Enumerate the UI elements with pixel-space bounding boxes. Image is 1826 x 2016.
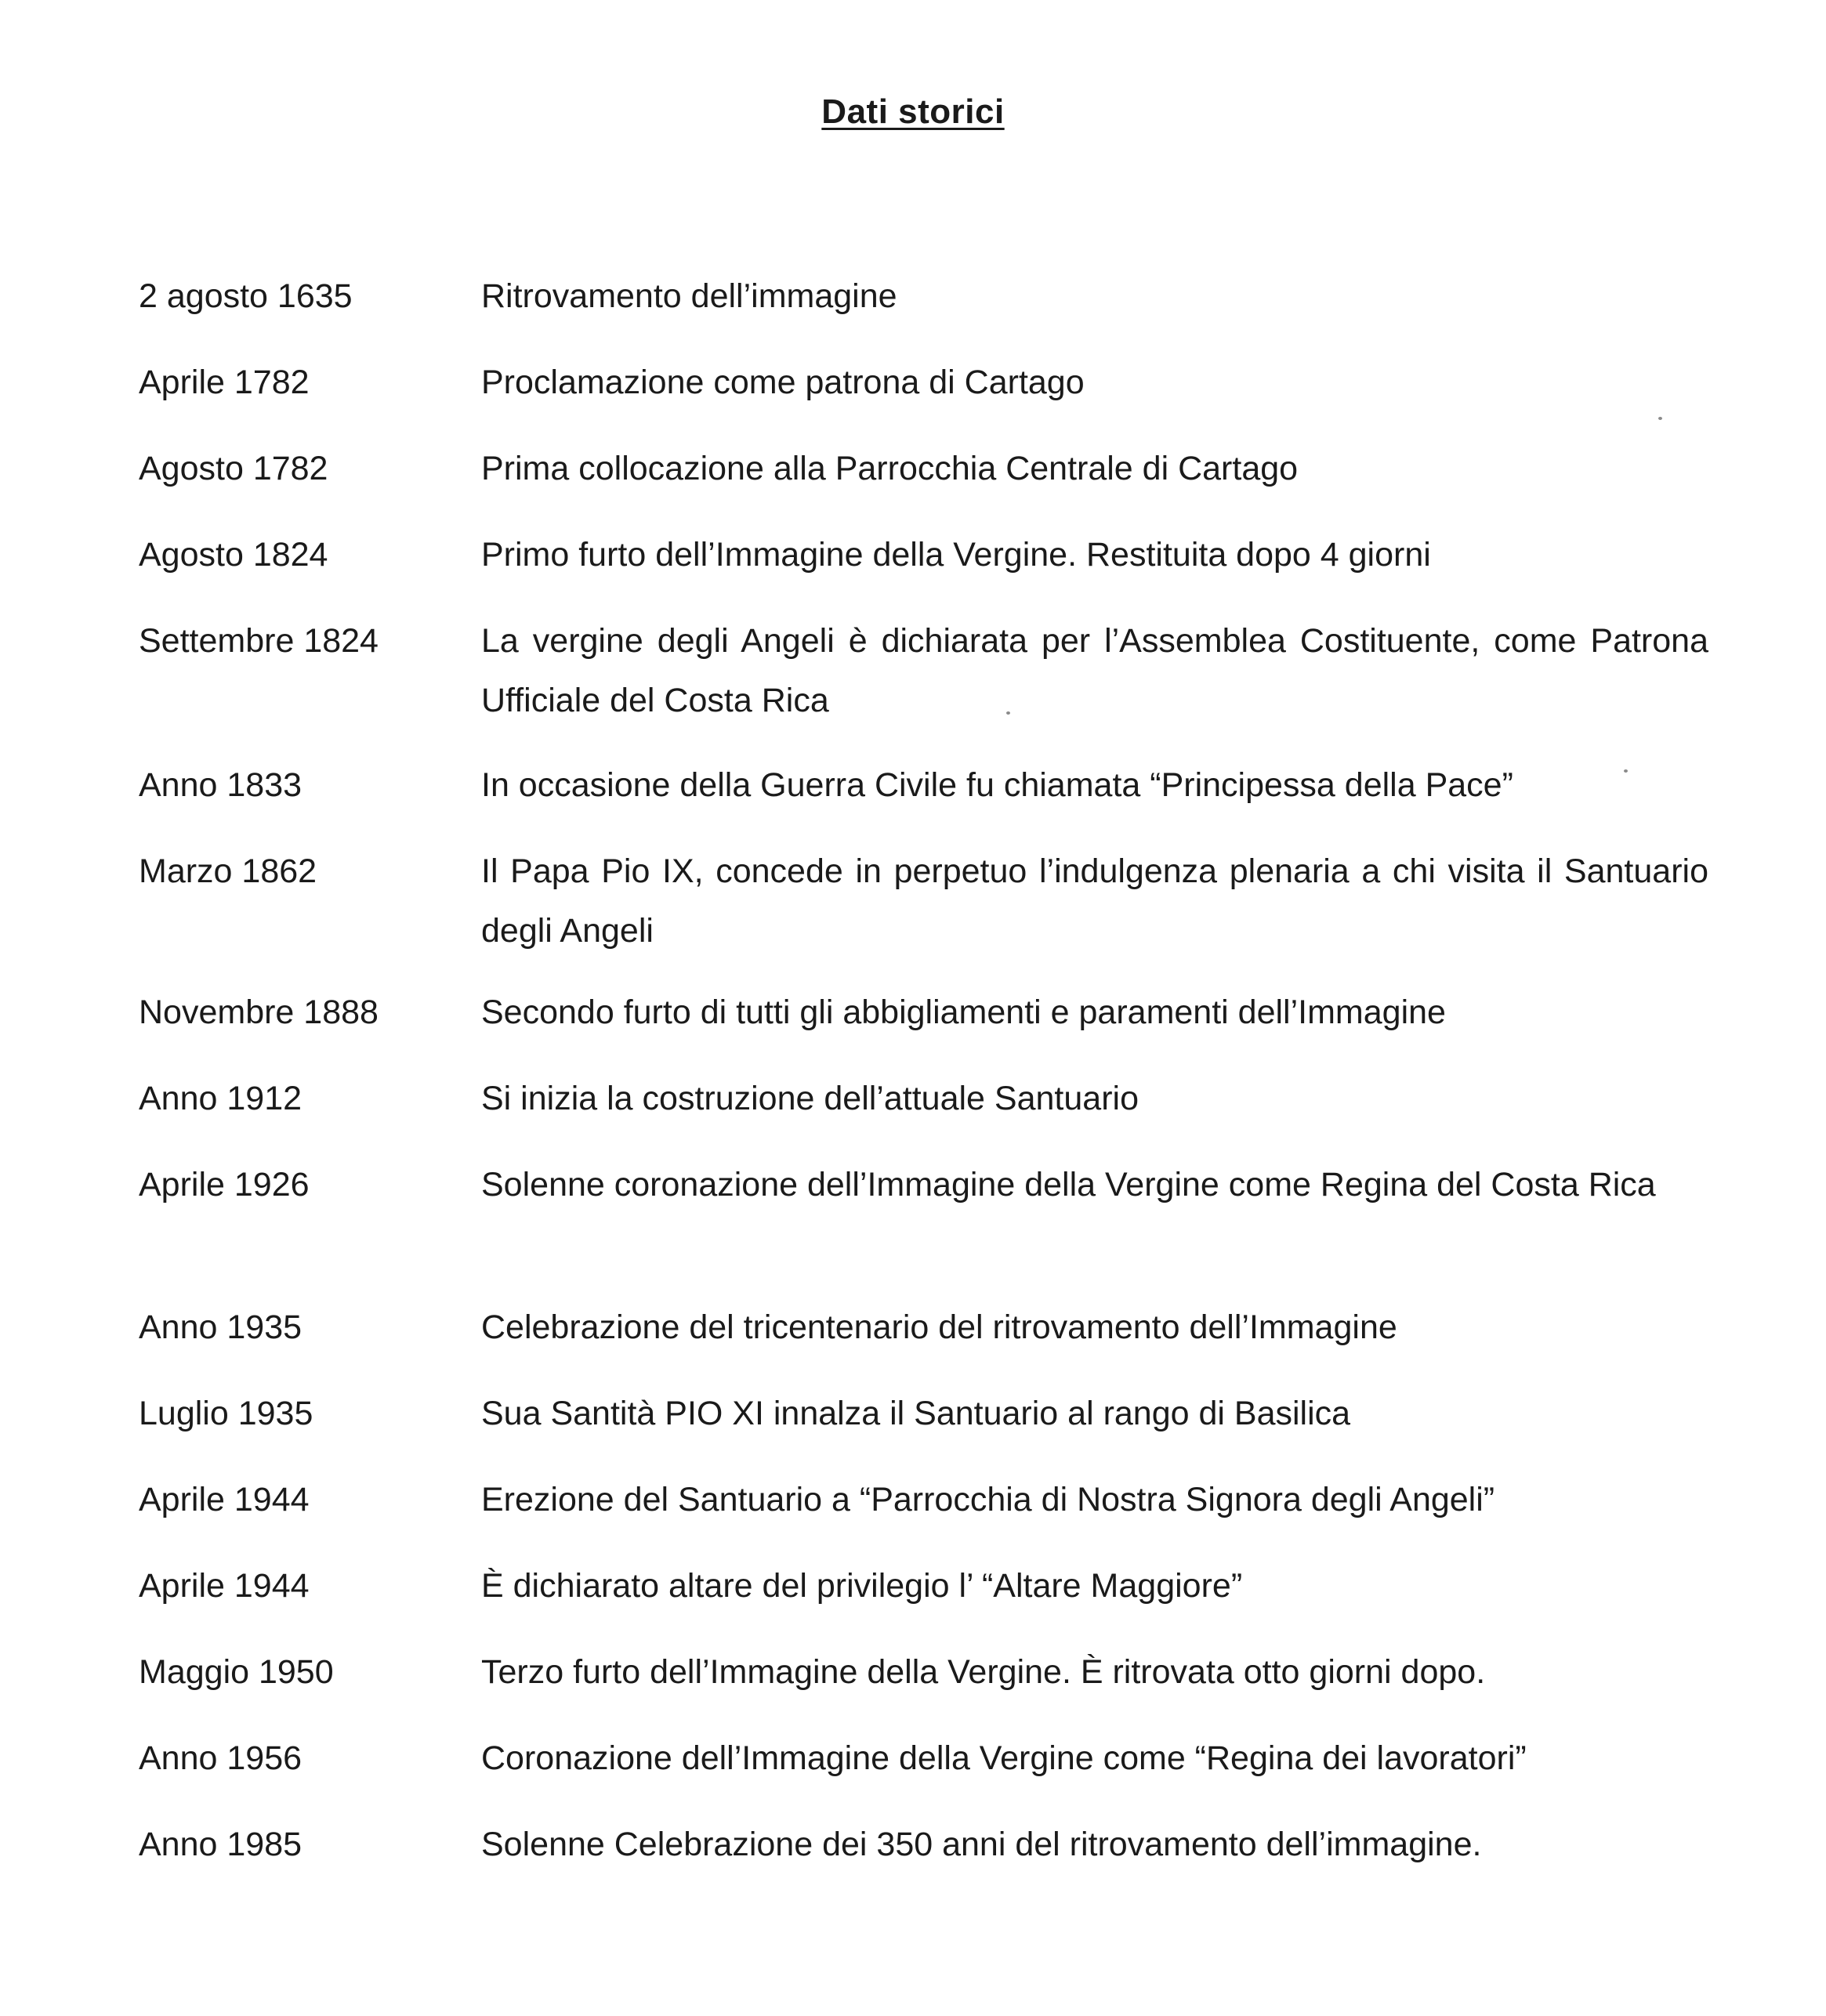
entry-event: Prima collocazione alla Parrocchia Centrale di Cartago [481, 450, 1299, 487]
entry-date: Anno 1956 [139, 1739, 303, 1777]
entry-event: Erezione del Santuario a “Parrocchia di Nostra Signora degli Angeli” [481, 1481, 1495, 1518]
entry-date: Luglio 1935 [139, 1395, 313, 1432]
entry-date: Settembre 1824 [139, 622, 379, 660]
entry-date: Marzo 1862 [139, 852, 317, 890]
entry-event: Solenne Celebrazione dei 350 anni del ritrovamento dell’immagine. [481, 1826, 1482, 1863]
entry-event: Ritrovamento dell’immagine [481, 277, 897, 315]
entry-event: Celebrazione del tricentenario del ritrovamento dell’Immagine [481, 1308, 1397, 1346]
entry-date: Agosto 1824 [139, 536, 328, 574]
entry-date: Novembre 1888 [139, 994, 379, 1031]
scan-speck [1006, 711, 1010, 715]
page-title: Dati storici [821, 92, 1005, 131]
entry-event: La vergine degli Angeli è dichiarata per l’Assemblea Costituente, come Patrona Ufficiale del Costa Rica [481, 622, 1708, 719]
entry-event: Secondo furto di tutti gli abbigliamenti e paramenti dell’Immagine [481, 994, 1446, 1031]
entry-date: Anno 1935 [139, 1308, 303, 1346]
scan-speck [1658, 417, 1662, 420]
entry-date: 2 agosto 1635 [139, 277, 353, 315]
entry-date: Aprile 1944 [139, 1567, 310, 1605]
entry-date: Anno 1912 [139, 1080, 303, 1117]
entry-event: Proclamazione come patrona di Cartago [481, 364, 1085, 401]
entry-event: Primo furto dell’Immagine della Vergine. Restituita dopo 4 giorni [481, 536, 1431, 574]
entry-date: Agosto 1782 [139, 450, 328, 487]
entry-event: Terzo furto dell’Immagine della Vergine. È ritrovata otto giorni dopo. [481, 1653, 1486, 1691]
entry-event: Sua Santità PIO XI innalza il Santuario al rango di Basilica [481, 1395, 1351, 1432]
entry-event: È dichiarato altare del privilegio l’ “Altare Maggiore” [481, 1567, 1243, 1605]
timeline-list [0, 266, 1826, 1951]
entry-date: Aprile 1926 [139, 1166, 310, 1203]
entry-date: Aprile 1782 [139, 364, 310, 401]
entry-date: Maggio 1950 [139, 1653, 334, 1691]
entry-event: Solenne coronazione dell’Immagine della Vergine come Regina del Costa Rica [481, 1166, 1656, 1203]
scan-speck [1624, 769, 1628, 773]
entry-date: Anno 1985 [139, 1826, 303, 1863]
entry-event: Coronazione dell’Immagine della Vergine come “Regina dei lavoratori” [481, 1739, 1527, 1777]
entry-event: Si inizia la costruzione dell’attuale Santuario [481, 1080, 1139, 1117]
entry-date: Aprile 1944 [139, 1481, 310, 1518]
entry-event: Il Papa Pio IX, concede in perpetuo l’indulgenza plenaria a chi visita il Santuario degli Angeli [481, 852, 1708, 950]
entry-event: In occasione della Guerra Civile fu chiamata “Principessa della Pace” [481, 766, 1513, 804]
entry-date: Anno 1833 [139, 766, 303, 804]
